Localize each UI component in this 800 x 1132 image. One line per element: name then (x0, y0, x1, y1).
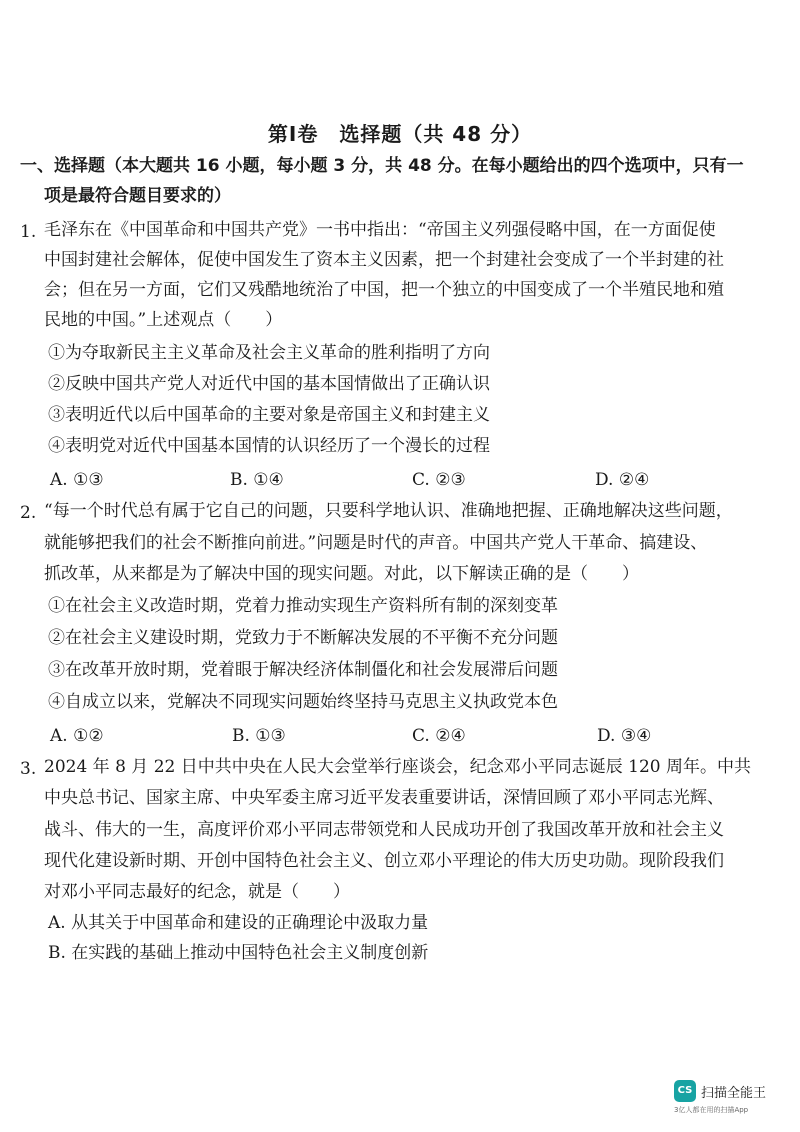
instructions-line-2: 项是最符合题目要求的） (44, 186, 231, 206)
instructions-line-1: 一、选择题（本大题共 16 小题，每小题 3 分，共 48 分。在每小题给出的四个选项中，只有一 (20, 156, 744, 176)
option-a[interactable]: A. ①② (50, 726, 104, 746)
question-2-stem-line: 抓改革，从来都是为了解决中国的现实问题。对此，以下解读正确的是（ ） (44, 564, 639, 584)
option-d[interactable]: D. ③④ (597, 726, 652, 746)
option-b[interactable]: B. ①④ (230, 470, 284, 490)
question-1-stem-line: 会；但在另一方面，它们又残酷地统治了中国，把一个独立的中国变成了一个半殖民地和殖 (44, 280, 724, 300)
watermark-app-name: 扫描全能王 (701, 1086, 767, 1101)
option-c[interactable]: C. ②③ (412, 470, 466, 490)
question-3-stem-line: 中央总书记、国家主席、中央军委主席习近平发表重要讲话，深情回顾了邓小平同志光辉、 (44, 788, 724, 808)
question-1-statement: ②反映中国共产党人对近代中国的基本国情做出了正确认识 (48, 374, 490, 394)
question-2-statement: ①在社会主义改造时期，党着力推动实现生产资料所有制的深刻变革 (48, 596, 558, 616)
question-3-stem-line: 现代化建设新时期、开创中国特色社会主义、创立邓小平理论的伟大历史功勋。现阶段我们 (44, 851, 724, 871)
question-3-stem-line: 战斗、伟大的一生，高度评价邓小平同志带领党和人民成功开创了我国改革开放和社会主义 (44, 820, 724, 840)
question-1-statement: ④表明党对近代中国基本国情的认识经历了一个漫长的过程 (48, 436, 490, 456)
question-1-statement: ③表明近代以后中国革命的主要对象是帝国主义和封建主义 (48, 405, 490, 425)
question-1-stem-line: 民地的中国。”上述观点（ ） (44, 310, 283, 330)
watermark-tagline: 3亿人都在用的扫描App (674, 1106, 749, 1114)
option-c[interactable]: C. ②④ (412, 726, 466, 746)
scanner-watermark (674, 1080, 786, 1116)
question-1-statement: ①为夺取新民主主义革命及社会主义革命的胜利指明了方向 (48, 343, 490, 363)
question-1-number: 1. (20, 222, 37, 242)
question-2-stem-line: 就能够把我们的社会不断推向前进。”问题是时代的声音。中国共产党人干革命、搞建设、 (44, 533, 708, 553)
question-3-stem-line: 2024 年 8 月 22 日中共中央在人民大会堂举行座谈会，纪念邓小平同志诞辰 120 周年。中共 (44, 757, 751, 777)
question-2-statement: ④自成立以来，党解决不同现实问题始终坚持马克思主义执政党本色 (48, 692, 558, 712)
question-2-stem-line: “每一个时代总有属于它自己的问题，只要科学地认识、准确地把握、正确地解决这些问题， (44, 501, 733, 521)
question-2-number: 2. (20, 503, 37, 523)
question-2-statement: ②在社会主义建设时期，党致力于不断解决发展的不平衡不充分问题 (48, 628, 558, 648)
question-2-statement: ③在改革开放时期，党着眼于解决经济体制僵化和社会发展滞后问题 (48, 660, 558, 680)
option-a[interactable]: A. 从其关于中国革命和建设的正确理论中汲取力量 (48, 913, 429, 933)
camscanner-logo-icon: CS (674, 1080, 696, 1102)
question-1-stem-line: 毛泽东在《中国革命和中国共产党》一书中指出：“帝国主义列强侵略中国，在一方面促使 (44, 220, 716, 240)
question-1-stem-line: 中国封建社会解体，促使中国发生了资本主义因素，把一个封建社会变成了一个半封建的社 (44, 250, 724, 270)
option-b[interactable]: B. 在实践的基础上推动中国特色社会主义制度创新 (48, 943, 429, 963)
question-3-number: 3. (20, 759, 37, 779)
option-b[interactable]: B. ①③ (232, 726, 286, 746)
option-d[interactable]: D. ②④ (595, 470, 650, 490)
option-a[interactable]: A. ①③ (50, 470, 104, 490)
section-title: 第Ⅰ卷 选择题（共 48 分） (267, 122, 533, 146)
question-3-stem-line: 对邓小平同志最好的纪念，就是（ ） (44, 882, 350, 902)
